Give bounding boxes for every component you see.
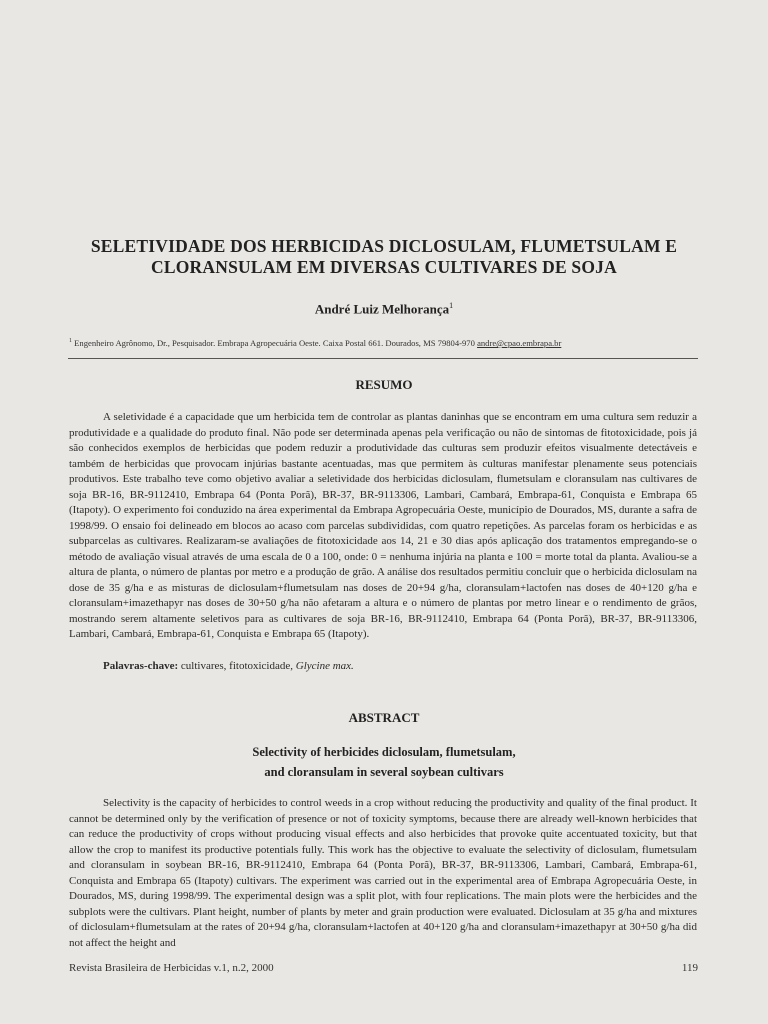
- affiliation: [69, 336, 709, 349]
- resumo-text: A seletividade é a capacidade que um herbicida tem de controlar as plantas daninhas que se encontram em uma cultura sem reduzir a produtividade e a qualidade do produto final. Não pode ser determinada apenas pela verificação ou não de sintomas de fitotoxicidade, pois já são conhecidos exemplos de herbicidas que podem reduzir a produtividade das culturas sem produzir efeitos visualmente detectáveis e também de herbicidas que provocam injúrias bastante acentuadas, mas que permitem às culturas manifestar plenamente seus potenciais produtivos. Este trabalho teve como objetivo avaliar a seletividade dos herbicidas diclosulam, flumetsulam e cloransulam nas cultivares de soja BR-16, BR-9112410, Embrapa 64 (Ponta Porã), BR-37, BR-9113306, Lambari, Cambará, Embrapa-61, Conquista e Embrapa 65 (Itapoty). O experimento foi conduzido na área experimental da Embrapa Agropecuária Oeste, município de Dourados, MS, durante a safra de 1998/99. O ensaio foi delineado em blocos ao acaso com parcelas subdivididas, com quatro repetições. As parcelas foram os herbicidas e as subparcelas as cultivares. Realizaram-se avaliações de fitotoxicidade aos 14, 21 e 30 dias após aplicação dos tratamentos empregando-se o método de avaliação visual através de uma escala de 0 a 100, onde: 0 = nenhuma injúria na planta e 100 = morte total da planta. Avaliou-se a altura de planta, o número de plantas por metro e a produção de grão. A análise dos resultados permitiu concluir que o herbicida diclosulam na dose de 35 g/ha e as misturas de diclosulam+flumetsulam nas doses de 20+94 g/ha, cloransulam+lactofen nas doses de 40+120 g/ha e cloransulam+imazethapyr nas doses de 30+50 g/ha não afetaram a altura e o número de plantas por metro linear e o rendimento de grãos, mostrando serem altamente seletivos para as cultivares de soja BR-16, BR-9112410, Embrapa 64 (Ponta Porã), BR-37, BR-9113306, Lambari, Cambará, Embrapa-61, Conquista e Embrapa 65 (Itapoty).: [69, 411, 697, 640]
- affiliation-text: Engenheiro Agrônomo, Dr., Pesquisador. Embrapa Agropecuária Oeste. Caixa Postal 661. Dourados, MS 79804-970: [74, 337, 475, 348]
- keywords-label: Palavras-chave:: [103, 660, 179, 672]
- paper-title: [60, 236, 708, 278]
- affiliation-email-link[interactable]: andre@cpao.embrapa.br: [477, 337, 562, 348]
- affiliation-mark: 1: [69, 338, 72, 344]
- keywords-italic: Glycine max.: [295, 660, 354, 672]
- resumo-heading: RESUMO: [355, 377, 413, 392]
- author: [0, 301, 768, 317]
- keywords-text: cultivares, fitotoxicidade,: [180, 660, 294, 672]
- abstract-body: [69, 796, 697, 951]
- abstract-subtitle-line-1: Selectivity of herbicides diclosulam, flumetsulam,: [252, 745, 516, 759]
- abstract-heading: ABSTRACT: [348, 710, 420, 725]
- resumo-body: [69, 410, 697, 643]
- author-name: André Luiz Melhorança: [314, 301, 450, 317]
- abstract-subtitle: [0, 742, 768, 782]
- title-line-2: CLORANSULAM EM DIVERSAS CULTIVARES DE SOJA: [151, 257, 617, 277]
- keywords: [103, 660, 354, 672]
- author-footnote-mark: 1: [449, 301, 454, 310]
- header-divider: [68, 358, 698, 359]
- abstract-text: Selectivity is the capacity of herbicides to control weeds in a crop without reducing the productivity and quality of the final product. It cannot be determined only by the verification of presence or not of toxicity symptoms, because there are already well-known herbicides that can reduce the productivity of crops without producing visual effects and also herbicides that provoke quite accentuated toxicity, but that allow the crop to manifest its productive potentials fully. This work has the objective to evaluate the selectivity of diclosulam, flumetsulam and cloransulam in soybean BR-16, BR-9112410, Embrapa 64 (Ponta Porã), BR-37, BR-9113306, Lambari, Cambará, Embrapa-61, Conquista and Embrapa 65 (Itapoty) cultivars. The experiment was carried out in the experimental area of Embrapa Agropecuária Oeste, in Dourados, MS, during 1998/99. The experimental design was a split plot, with four replications. The main plots were the herbicides and the subplots were the cultivars. Plant height, number of plants by meter and grain production were evaluated. Diclosulam at 35 g/ha and mixtures of diclosulam+flumetsulam at the rates of 20+94 g/ha, cloransulam+lactofen at 40+120 g/ha and cloransulam+imazethapyr at 30+50 g/ha did not affect the height and: [69, 797, 697, 949]
- abstract-subtitle-line-2: and cloransulam in several soybean cultivars: [264, 765, 504, 779]
- title-line-1: SELETIVIDADE DOS HERBICIDAS DICLOSULAM, FLUMETSULAM E: [90, 236, 678, 256]
- footer-journal: Revista Brasileira de Herbicidas v.1, n.2, 2000: [69, 962, 274, 974]
- footer-page-number: 119: [681, 962, 698, 974]
